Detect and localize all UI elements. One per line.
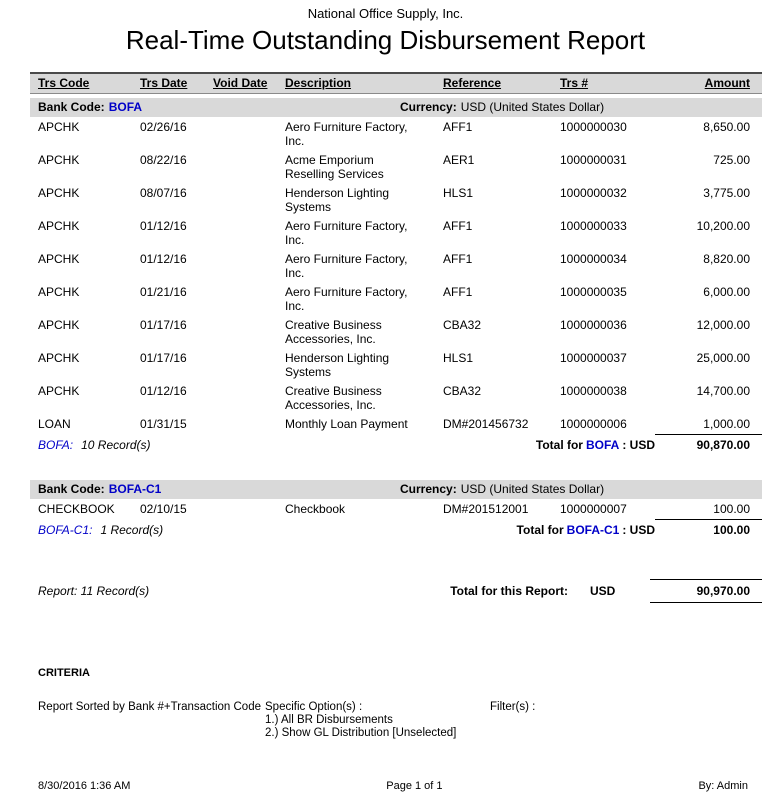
- col-header-reference: Reference: [443, 76, 502, 90]
- cell-trs-code: APCHK: [38, 285, 80, 299]
- group-total-suffix: : USD: [622, 438, 655, 452]
- disbursement-row: [30, 315, 762, 348]
- cell-amount: 100.00: [713, 502, 750, 516]
- report-total-currency: USD: [590, 584, 616, 598]
- cell-trs-date: 01/12/16: [140, 219, 187, 233]
- group-count-text: 10 Record(s): [81, 438, 151, 452]
- cell-trs-code: APCHK: [38, 153, 80, 167]
- cell-amount: 8,820.00: [703, 252, 750, 266]
- criteria-sort-order: Report Sorted by Bank #+Transaction Code: [38, 701, 261, 713]
- cell-trs-date: 01/17/16: [140, 351, 187, 365]
- disbursement-row: [30, 499, 762, 518]
- cell-trs-date: 01/31/15: [140, 417, 187, 431]
- col-header-amount: Amount: [704, 76, 750, 90]
- cell-void-date: [213, 351, 285, 379]
- bank-group-header: [30, 98, 762, 117]
- cell-amount: 10,200.00: [696, 219, 750, 233]
- currency-value: USD (United States Dollar): [460, 100, 605, 114]
- cell-description: Aero Furniture Factory, Inc.: [285, 120, 408, 148]
- cell-void-date: [213, 120, 285, 148]
- cell-amount: 25,000.00: [696, 351, 750, 365]
- group-rows: [30, 499, 762, 518]
- page-footer: [30, 780, 762, 792]
- bank-group-footer: [30, 519, 762, 537]
- disbursement-row: [30, 414, 762, 433]
- cell-trs-code: APCHK: [38, 351, 80, 365]
- disbursement-row: [30, 282, 762, 315]
- cell-void-date: [213, 219, 285, 247]
- criteria-section: [30, 667, 762, 747]
- specific-options-label: Specific Option(s) :: [265, 701, 363, 713]
- cell-trs-number: 1000000032: [560, 186, 627, 200]
- cell-void-date: [213, 318, 285, 346]
- report-record-count: Report: 11 Record(s): [38, 584, 150, 598]
- cell-trs-date: 08/07/16: [140, 186, 187, 200]
- cell-description: Acme Emporium Reselling Services: [285, 153, 384, 181]
- cell-void-date: [213, 502, 285, 516]
- criteria-filters-label: Filter(s) :: [490, 701, 536, 713]
- disbursement-row: [30, 183, 762, 216]
- group-count-text: 1 Record(s): [100, 523, 164, 537]
- currency-value: USD (United States Dollar): [460, 482, 605, 496]
- cell-trs-number: 1000000038: [560, 384, 627, 398]
- cell-reference: AFF1: [443, 120, 473, 134]
- company-name: National Office Supply, Inc.: [307, 6, 464, 21]
- bank-code-link[interactable]: BOFA-C1: [108, 482, 162, 496]
- cell-description: Checkbook: [285, 502, 346, 516]
- cell-void-date: [213, 384, 285, 412]
- cell-amount: 725.00: [713, 153, 750, 167]
- cell-trs-number: 1000000033: [560, 219, 627, 233]
- bank-group: [30, 480, 762, 537]
- cell-trs-number: 1000000036: [560, 318, 627, 332]
- table-header-row: [30, 72, 762, 94]
- col-header-trs-code: Trs Code: [38, 76, 90, 90]
- disbursement-row: [30, 249, 762, 282]
- criteria-heading: CRITERIA: [38, 667, 90, 679]
- cell-trs-date: 02/10/15: [140, 502, 187, 516]
- cell-trs-number: 1000000007: [560, 502, 627, 516]
- cell-trs-number: 1000000031: [560, 153, 627, 167]
- criteria-option-2: 2.) Show GL Distribution [Unselected]: [265, 727, 457, 739]
- currency-info: [400, 482, 604, 496]
- group-total-code: BOFA-C1: [566, 523, 620, 537]
- report-content: [30, 72, 762, 747]
- cell-void-date: [213, 285, 285, 313]
- cell-void-date: [213, 186, 285, 214]
- cell-amount: 6,000.00: [703, 285, 750, 299]
- cell-void-date: [213, 252, 285, 280]
- bank-code-label: Bank Code:: [38, 482, 105, 496]
- bank-group-header: [30, 480, 762, 499]
- cell-amount: 8,650.00: [703, 120, 750, 134]
- cell-reference: AFF1: [443, 252, 473, 266]
- cell-description: Creative Business Accessories, Inc.: [285, 318, 382, 346]
- cell-trs-date: 02/26/16: [140, 120, 187, 134]
- group-total-prefix: Total for: [516, 523, 564, 537]
- footer-page-number: Page 1 of 1: [386, 780, 443, 792]
- cell-amount: 3,775.00: [703, 186, 750, 200]
- report-total-amount: 90,970.00: [650, 579, 762, 603]
- group-total-label: [517, 519, 655, 537]
- cell-trs-date: 01/12/16: [140, 384, 187, 398]
- cell-trs-code: APCHK: [38, 120, 80, 134]
- cell-trs-code: APCHK: [38, 318, 80, 332]
- report-total-row: [30, 579, 762, 603]
- currency-info: [400, 100, 604, 114]
- currency-label: Currency:: [400, 482, 457, 496]
- col-header-void-date: Void Date: [213, 76, 268, 90]
- report-total-label: Total for this Report:: [450, 584, 568, 598]
- cell-description: Creative Business Accessories, Inc.: [285, 384, 382, 412]
- cell-amount: 1,000.00: [703, 417, 750, 431]
- cell-trs-code: APCHK: [38, 384, 80, 398]
- footer-datetime: 8/30/2016 1:36 AM: [38, 780, 131, 792]
- cell-reference: DM#201456732: [443, 417, 529, 431]
- group-total-amount: 100.00: [655, 519, 762, 537]
- col-header-description: Description: [285, 76, 352, 90]
- cell-trs-date: 01/21/16: [140, 285, 187, 299]
- cell-trs-number: 1000000035: [560, 285, 627, 299]
- report-title: Real-Time Outstanding Disbursement Report: [125, 25, 646, 55]
- cell-reference: AER1: [443, 153, 475, 167]
- group-total-prefix: Total for: [535, 438, 583, 452]
- bank-code-link[interactable]: BOFA: [108, 100, 143, 114]
- col-header-trs-date: Trs Date: [140, 76, 188, 90]
- cell-trs-number: 1000000034: [560, 252, 627, 266]
- footer-user: By: Admin: [698, 780, 748, 792]
- cell-trs-number: 1000000006: [560, 417, 627, 431]
- disbursement-row: [30, 150, 762, 183]
- cell-trs-code: APCHK: [38, 186, 80, 200]
- cell-reference: AFF1: [443, 219, 473, 233]
- group-total-suffix: : USD: [622, 523, 655, 537]
- cell-trs-date: 01/12/16: [140, 252, 187, 266]
- group-record-count: [38, 519, 517, 537]
- col-header-trs-number: Trs #: [560, 76, 589, 90]
- cell-trs-code: APCHK: [38, 252, 80, 266]
- bank-group-footer: [30, 434, 762, 452]
- bank-code-label: Bank Code:: [38, 100, 105, 114]
- criteria-columns: [38, 701, 762, 747]
- disbursement-row: [30, 216, 762, 249]
- cell-reference: DM#201512001: [443, 502, 529, 516]
- cell-reference: CBA32: [443, 384, 482, 398]
- cell-reference: HLS1: [443, 351, 474, 365]
- cell-description: Aero Furniture Factory, Inc.: [285, 285, 408, 313]
- cell-trs-code: APCHK: [38, 219, 80, 233]
- cell-description: Aero Furniture Factory, Inc.: [285, 219, 408, 247]
- criteria-option-1: 1.) All BR Disbursements: [265, 714, 393, 726]
- cell-reference: CBA32: [443, 318, 482, 332]
- cell-description: Henderson Lighting Systems: [285, 351, 390, 379]
- group-total-label: [536, 434, 655, 452]
- group-total-amount: 90,870.00: [655, 434, 762, 452]
- currency-label: Currency:: [400, 100, 457, 114]
- cell-void-date: [213, 417, 285, 431]
- disbursement-row: [30, 348, 762, 381]
- group-count-code: BOFA-C1:: [38, 523, 93, 537]
- cell-description: Aero Furniture Factory, Inc.: [285, 252, 408, 280]
- cell-void-date: [213, 153, 285, 181]
- report-body: [30, 98, 762, 537]
- cell-amount: 12,000.00: [696, 318, 750, 332]
- group-record-count: [38, 434, 536, 452]
- disbursement-row: [30, 117, 762, 150]
- cell-reference: AFF1: [443, 285, 473, 299]
- group-rows: [30, 117, 762, 433]
- cell-description: Monthly Loan Payment: [285, 417, 408, 431]
- bank-group: [30, 98, 762, 452]
- cell-reference: HLS1: [443, 186, 474, 200]
- cell-trs-code: CHECKBOOK: [38, 502, 115, 516]
- cell-trs-number: 1000000030: [560, 120, 627, 134]
- cell-description: Henderson Lighting Systems: [285, 186, 390, 214]
- cell-trs-code: LOAN: [38, 417, 71, 431]
- cell-trs-date: 08/22/16: [140, 153, 187, 167]
- criteria-specific-options: [265, 701, 456, 740]
- cell-trs-number: 1000000037: [560, 351, 627, 365]
- group-total-code: BOFA: [585, 438, 620, 452]
- disbursement-row: [30, 381, 762, 414]
- group-count-code: BOFA:: [38, 438, 74, 452]
- cell-trs-date: 01/17/16: [140, 318, 187, 332]
- cell-amount: 14,700.00: [696, 384, 750, 398]
